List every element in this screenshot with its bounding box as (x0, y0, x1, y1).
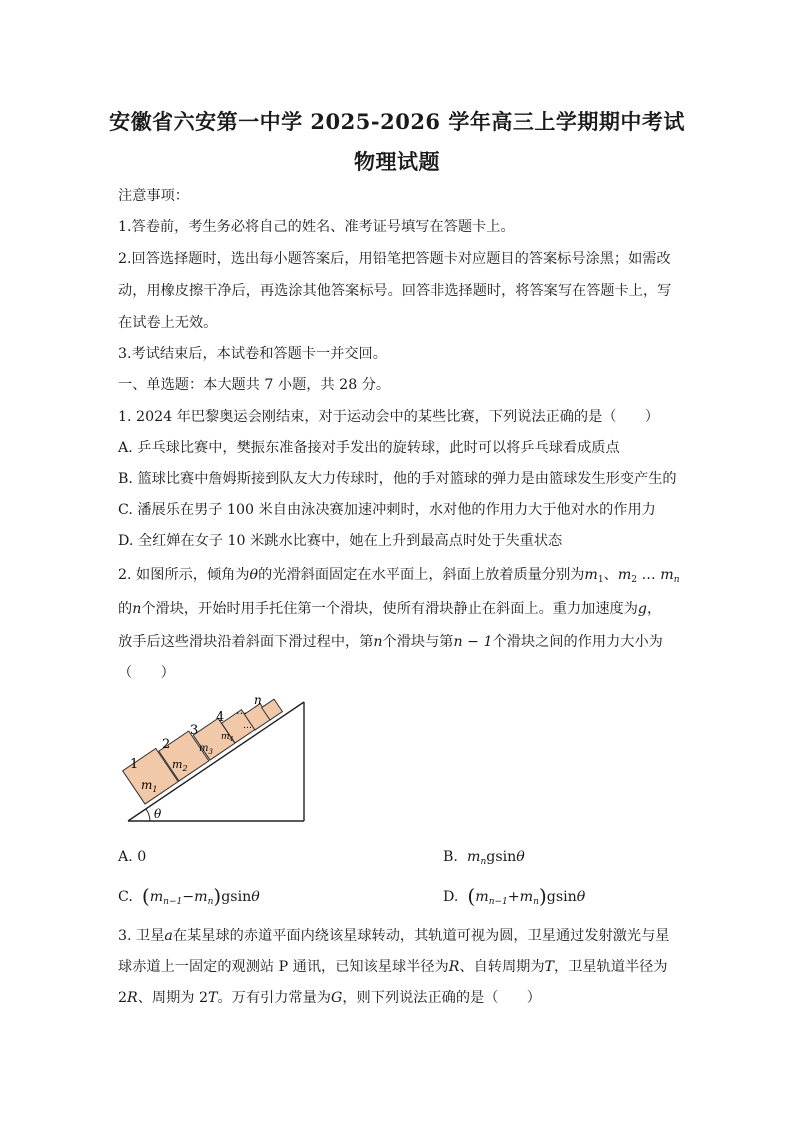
q1-option-c: C. 潘展乐在男子 100 米自由泳决赛加速冲刺时，水对他的作用力大于他对水的作用力 (118, 502, 656, 518)
block-4-label: 4 (216, 710, 225, 725)
notice-item-3: 3.考试结束后，本试卷和答题卡一并交回。 (118, 346, 387, 362)
q2-option-d: D. $(m_{n-1}+m_n)gsin\theta$ (443, 884, 586, 908)
q3-stem-line3: 2R、周期为 2T。万有引力常量为G，则下列说法正确的是（ ） (118, 990, 541, 1006)
angle-arc (146, 809, 150, 821)
block-1-mass: $m_1$ (141, 778, 158, 794)
q3-stem-line1: 3. 卫星a在某星球的赤道平面内绕该星球转动，其轨道可视为圆，卫星通过发射激光与星 (118, 928, 670, 944)
section-heading: 一、单选题：本大题共 7 小题，共 28 分。 (118, 377, 391, 393)
block-n-label: n (254, 693, 262, 707)
block-2-mass: $m_2$ (172, 758, 188, 773)
notice-item-2-line1: 2.回答选择题时，选出每小题答案后，用铅笔把答题卡对应题目的答案标号涂黑；如需改 (118, 251, 671, 267)
notice-heading: 注意事项： (118, 188, 189, 204)
q2-option-b: B. $m_ngsin\theta$ (443, 849, 525, 867)
block-dots-mass: … (243, 721, 252, 731)
q2-stem-line1: 2. 如图所示，倾角为θ的光滑斜面固定在水平面上，斜面上放着质量分别为$m_1$、$m_2$ … $m_n$ (118, 567, 680, 585)
block-4-mass: $m_4$ (221, 732, 234, 743)
angle-label: θ (154, 807, 162, 821)
notice-item-1: 1.答卷前，考生务必将自己的姓名、准考证号填写在答题卡上。 (118, 219, 515, 235)
block-1-label: 1 (130, 757, 139, 772)
q1-option-a: A. 乒乓球比赛中，樊振东准备接对手发出的旋转球，此时可以将乒乓球看成质点 (118, 440, 620, 456)
notice-item-2-line3: 在试卷上无效。 (118, 315, 218, 331)
q2-stem-line2: 的n个滑块，开始时用手托住第一个滑块，使所有滑块静止在斜面上。重力加速度为g， (118, 601, 662, 617)
q1-option-d: D. 全红婵在女子 10 米跳水比赛中，她在上升到最高点时处于失重状态 (118, 533, 563, 549)
q1-option-b: B. 篮球比赛中詹姆斯接到队友大力传球时，他的手对篮球的弹力是由篮球发生形变产生的 (118, 471, 677, 487)
q2-stem-line3: 放手后这些滑块沿着斜面下滑过程中，第n个滑块与第n − 1个滑块之间的作用力大小为 (118, 634, 663, 650)
incline-figure (118, 692, 318, 826)
q1-stem: 1. 2024 年巴黎奥运会刚结束，对于运动会中的某些比赛，下列说法正确的是（ ） (118, 409, 660, 425)
notice-item-2-line2: 动，用橡皮擦干净后，再选涂其他答案标号。回答非选择题时，将答案写在答题卡上，写 (118, 283, 672, 299)
block-dots-label: … (236, 704, 247, 717)
q2-option-a: A. 0 (118, 849, 147, 865)
exam-title: 安徽省六安第一中学 2025-2026 学年高三上学期期中考试 (109, 109, 685, 134)
block-3-label: 3 (190, 723, 199, 738)
q2-answer-paren: （ ） (118, 665, 175, 681)
exam-subtitle: 物理试题 (354, 149, 440, 174)
block-3-mass: $m_3$ (199, 743, 213, 756)
q2-option-c: C. $(m_{n-1}-m_n)gsin\theta$ (118, 884, 260, 908)
q3-stem-line2: 球赤道上一固定的观测站 P 通讯，已知该星球半径为R、自转周期为T，卫星轨道半径为 (118, 959, 668, 975)
block-2-label: 2 (162, 737, 171, 752)
